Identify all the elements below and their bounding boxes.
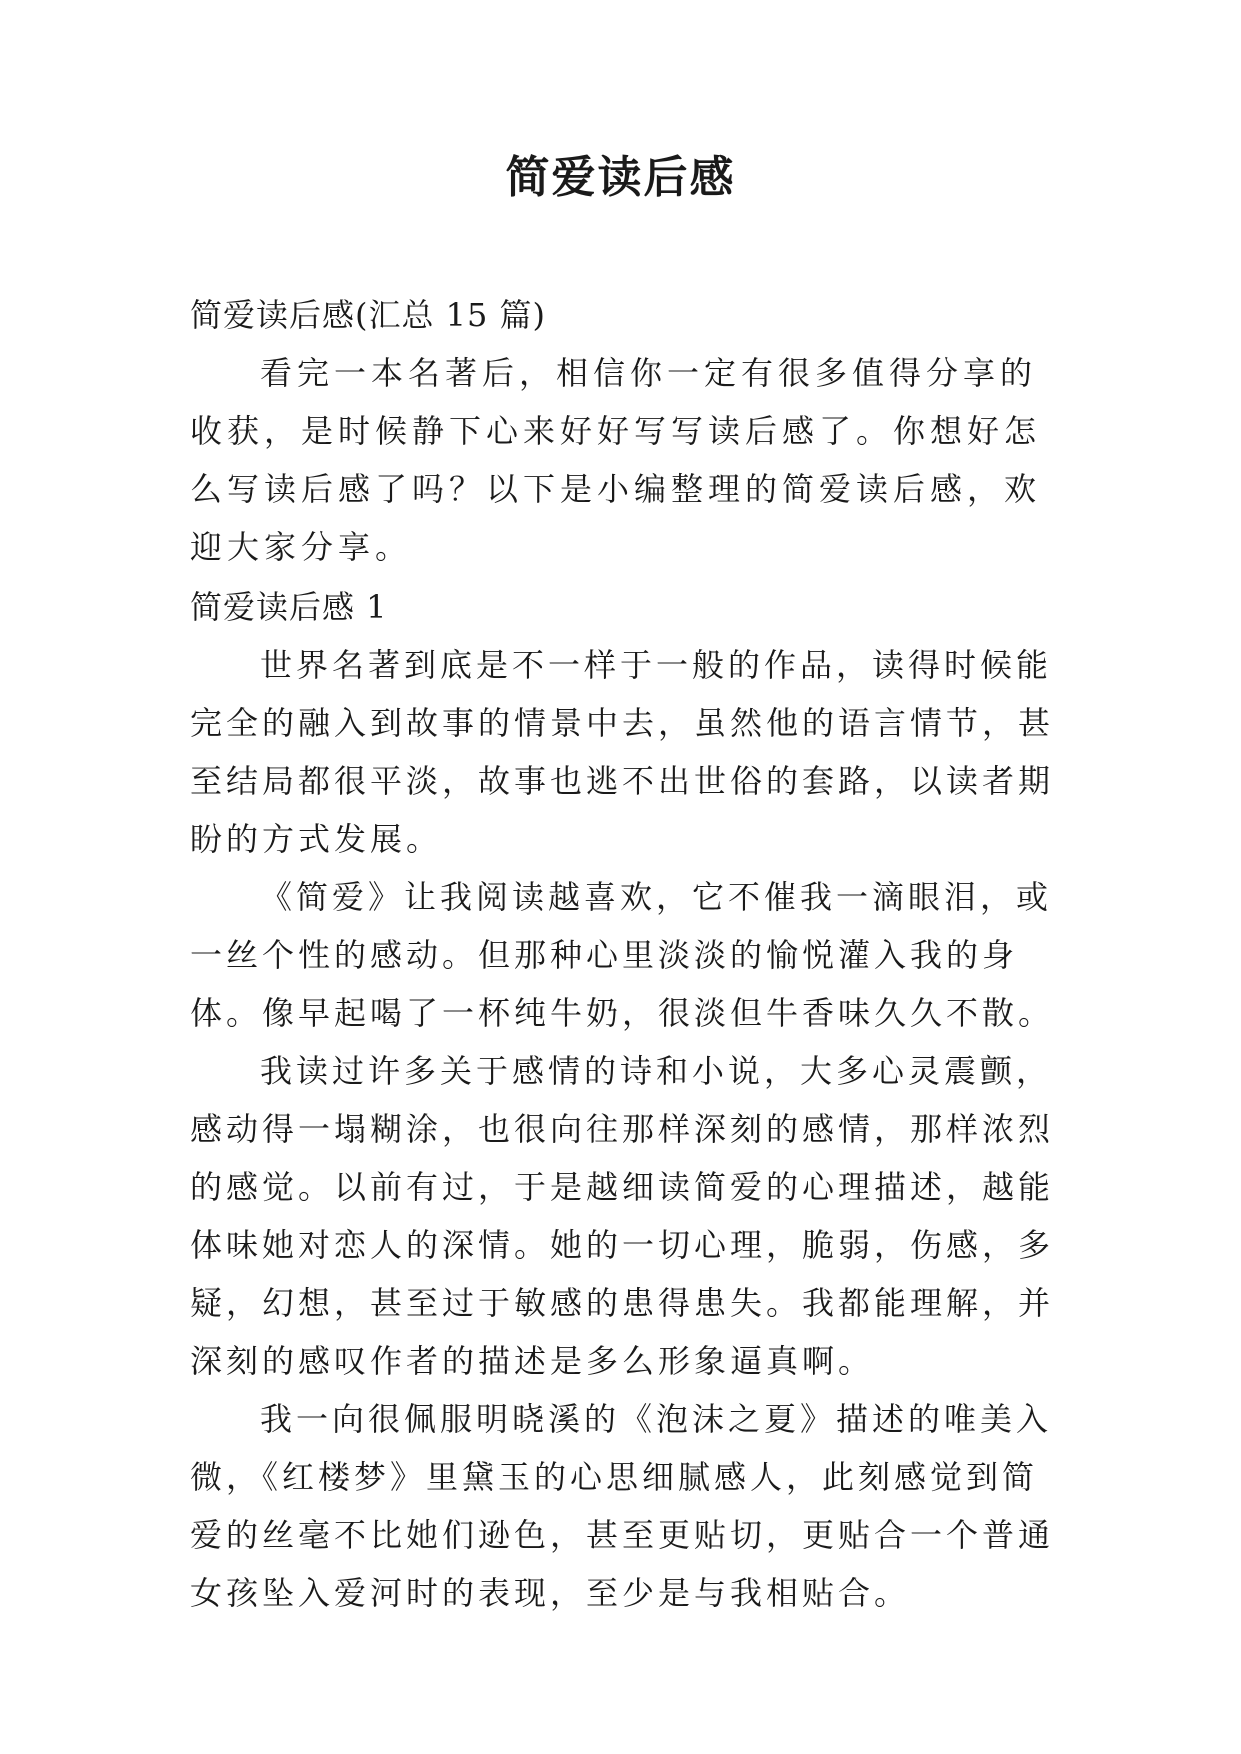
section-heading: 简爱读后感 1	[190, 588, 388, 626]
review-section	[190, 578, 1070, 1622]
body-paragraph: 我一向很佩服明晓溪的《泡沫之夏》描述的唯美入微，《红楼梦》里黛玉的心思细腻感人，此刻感觉到简爱的丝毫不比她们逊色，甚至更贴切，更贴合一个普通女孩坠入爱河时的表现，至少是与我相贴合。	[190, 1400, 1055, 1612]
document-subtitle: 简爱读后感(汇总 15 篇)	[190, 296, 547, 334]
document-title: 简爱读后感	[505, 152, 736, 203]
body-paragraph: 世界名著到底是不一样于一般的作品，读得时候能完全的融入到故事的情景中去，虽然他的语言情节，甚至结局都很平淡，故事也逃不出世俗的套路，以读者期盼的方式发展。	[190, 646, 1055, 858]
intro-paragraph: 看完一本名著后，相信你一定有很多值得分享的收获，是时候静下心来好好写写读后感了。你想好怎么写读后感了吗？以下是小编整理的简爱读后感，欢迎大家分享。	[190, 354, 1042, 566]
body-paragraph: 《简爱》让我阅读越喜欢，它不催我一滴眼泪，或一丝个性的感动。但那种心里淡淡的愉悦灌入我的身体。像早起喝了一杯纯牛奶，很淡但牛香味久久不散。	[190, 878, 1055, 1032]
body-paragraph: 我读过许多关于感情的诗和小说，大多心灵震颤，感动得一塌糊涂，也很向往那样深刻的感情，那样浓烈的感觉。以前有过，于是越细读简爱的心理描述，越能体味她对恋人的深情。她的一切心理，脆弱，伤感，多疑，幻想，甚至过于敏感的患得患失。我都能理解，并深刻的感叹作者的描述是多么形象逼真啊。	[190, 1052, 1055, 1380]
